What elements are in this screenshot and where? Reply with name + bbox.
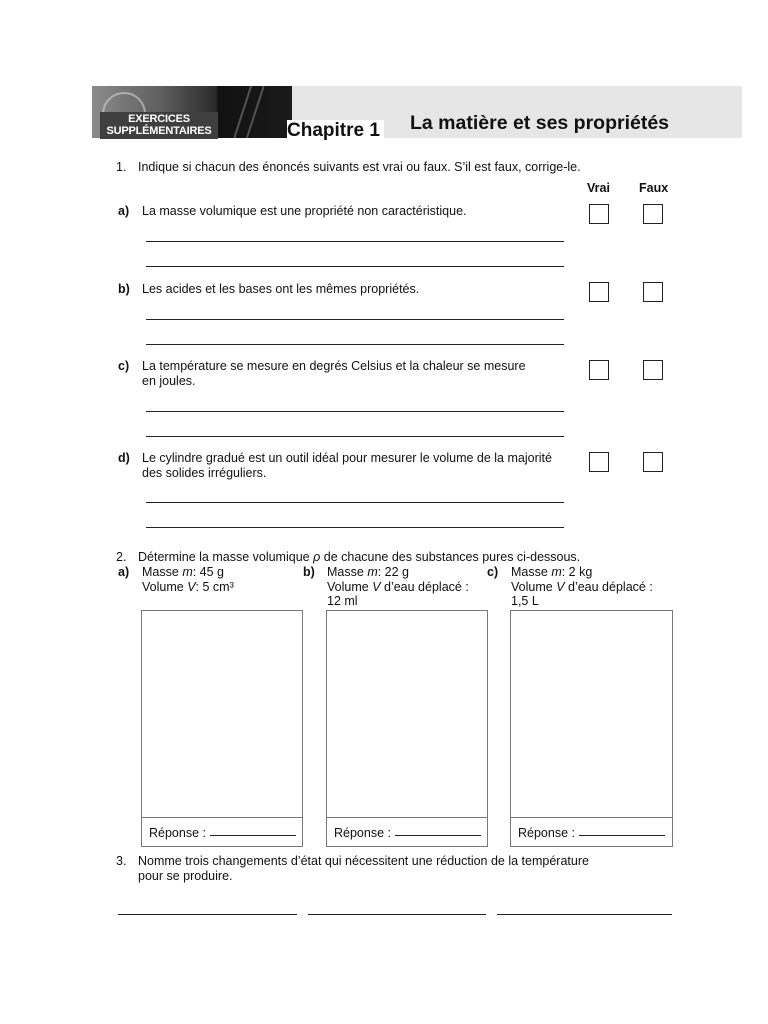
q2b-volume-suffix: d’eau déplacé : xyxy=(380,580,469,594)
q1b-answer-line-1[interactable] xyxy=(146,319,564,320)
q2b-divider xyxy=(327,817,487,818)
chapter-number: Chapitre 1 xyxy=(287,120,384,142)
q2-prompt xyxy=(138,550,580,565)
section-label xyxy=(100,112,218,139)
q1d-answer-line-1[interactable] xyxy=(146,502,564,503)
chapter-title: La matière et ses propriétés xyxy=(410,112,670,134)
section-label-line1: EXERCICES xyxy=(128,113,190,125)
mass-var: m xyxy=(367,565,378,579)
q2a-volume xyxy=(142,580,234,595)
q2a-mass-value: : 45 g xyxy=(192,565,225,579)
q2c-letter: c) xyxy=(487,565,499,579)
volume-label: Volume xyxy=(511,580,553,594)
q1a-answer-line-2[interactable] xyxy=(146,266,564,267)
q2a-volume-value: : 5 cm³ xyxy=(195,580,234,594)
q2-prompt-after: de chacune des substances pures ci-dessous. xyxy=(323,550,581,564)
q2b-reply-line[interactable] xyxy=(395,835,481,836)
volume-var: V xyxy=(556,580,565,594)
q3-answer-line-1[interactable] xyxy=(118,914,297,915)
q1b-statement: Les acides et les bases ont les mêmes propriétés. xyxy=(142,282,420,296)
q2b-mass xyxy=(327,565,409,580)
q3-answer-line-3[interactable] xyxy=(497,914,672,915)
q2-number: 2. xyxy=(116,550,127,564)
q2a-reply-label: Réponse : xyxy=(149,826,206,840)
q3-number: 3. xyxy=(116,854,127,868)
q2a-work-area[interactable] xyxy=(141,610,303,847)
q1b-true-checkbox[interactable] xyxy=(589,282,609,302)
q2c-volume xyxy=(511,580,653,595)
q2b-letter: b) xyxy=(303,565,315,579)
q1-number: 1. xyxy=(116,160,127,174)
q1c-true-checkbox[interactable] xyxy=(589,360,609,380)
col-true-header: Vrai xyxy=(587,181,610,195)
q3-prompt-line1: Nomme trois changements d’état qui nécessitent une réduction de la température xyxy=(138,854,589,868)
q2a-reply-line[interactable] xyxy=(210,835,296,836)
q2b-reply-label: Réponse : xyxy=(334,826,391,840)
q1-prompt: Indique si chacun des énoncés suivants est vrai ou faux. S’il est faux, corrige-le. xyxy=(138,160,581,174)
q2a-mass xyxy=(142,565,224,580)
mass-var: m xyxy=(551,565,562,579)
q2a-letter: a) xyxy=(118,565,130,579)
volume-label: Volume xyxy=(142,580,184,594)
q1d-answer-line-2[interactable] xyxy=(146,527,564,528)
q1c-statement-line1: La température se mesure en degrés Celsius et la chaleur se mesure xyxy=(142,359,526,373)
q1c-statement-line2: en joules. xyxy=(142,374,196,388)
mass-var: m xyxy=(182,565,193,579)
q1b-false-checkbox[interactable] xyxy=(643,282,663,302)
q2c-volume-value: 1,5 L xyxy=(511,594,539,608)
q3-answer-line-2[interactable] xyxy=(308,914,486,915)
q1d-true-checkbox[interactable] xyxy=(589,452,609,472)
q2c-reply-line[interactable] xyxy=(579,835,665,836)
rho-symbol: ρ xyxy=(313,550,321,564)
q1c-answer-line-1[interactable] xyxy=(146,411,564,412)
q1d-false-checkbox[interactable] xyxy=(643,452,663,472)
volume-var: V xyxy=(372,580,381,594)
q2c-reply-label: Réponse : xyxy=(518,826,575,840)
q1c-false-checkbox[interactable] xyxy=(643,360,663,380)
mass-label: Masse xyxy=(142,565,179,579)
q1b-letter: b) xyxy=(118,282,130,296)
q2-prompt-before: Détermine la masse volumique xyxy=(138,550,310,564)
q1c-letter: c) xyxy=(118,359,130,373)
q2a-divider xyxy=(142,817,302,818)
q1b-answer-line-2[interactable] xyxy=(146,344,564,345)
q2c-volume-suffix: d’eau déplacé : xyxy=(564,580,653,594)
q2c-divider xyxy=(511,817,672,818)
q2b-mass-value: : 22 g xyxy=(377,565,410,579)
q2b-volume-value: 12 ml xyxy=(327,594,358,608)
test-tube-illustration xyxy=(232,86,265,138)
q1a-true-checkbox[interactable] xyxy=(589,204,609,224)
q1a-statement: La masse volumique est une propriété non caractéristique. xyxy=(142,204,467,218)
q1a-answer-line-1[interactable] xyxy=(146,241,564,242)
q1c-answer-line-2[interactable] xyxy=(146,436,564,437)
section-label-line2: SUPPLÉMENTAIRES xyxy=(106,125,212,137)
q2b-work-area[interactable] xyxy=(326,610,488,847)
mass-label: Masse xyxy=(327,565,364,579)
q1a-letter: a) xyxy=(118,204,130,218)
q1a-false-checkbox[interactable] xyxy=(643,204,663,224)
volume-var: V xyxy=(187,580,196,594)
mass-label: Masse xyxy=(511,565,548,579)
q1d-statement-line1: Le cylindre gradué est un outil idéal pour mesurer le volume de la majorité xyxy=(142,451,552,465)
q1d-statement-line2: des solides irréguliers. xyxy=(142,466,267,480)
col-false-header: Faux xyxy=(639,181,669,195)
q2c-work-area[interactable] xyxy=(510,610,673,847)
q1d-letter: d) xyxy=(118,451,130,465)
q2c-mass-value: : 2 kg xyxy=(561,565,593,579)
q3-prompt-line2: pour se produire. xyxy=(138,869,233,883)
q2b-volume xyxy=(327,580,469,595)
q2c-mass xyxy=(511,565,592,580)
volume-label: Volume xyxy=(327,580,369,594)
